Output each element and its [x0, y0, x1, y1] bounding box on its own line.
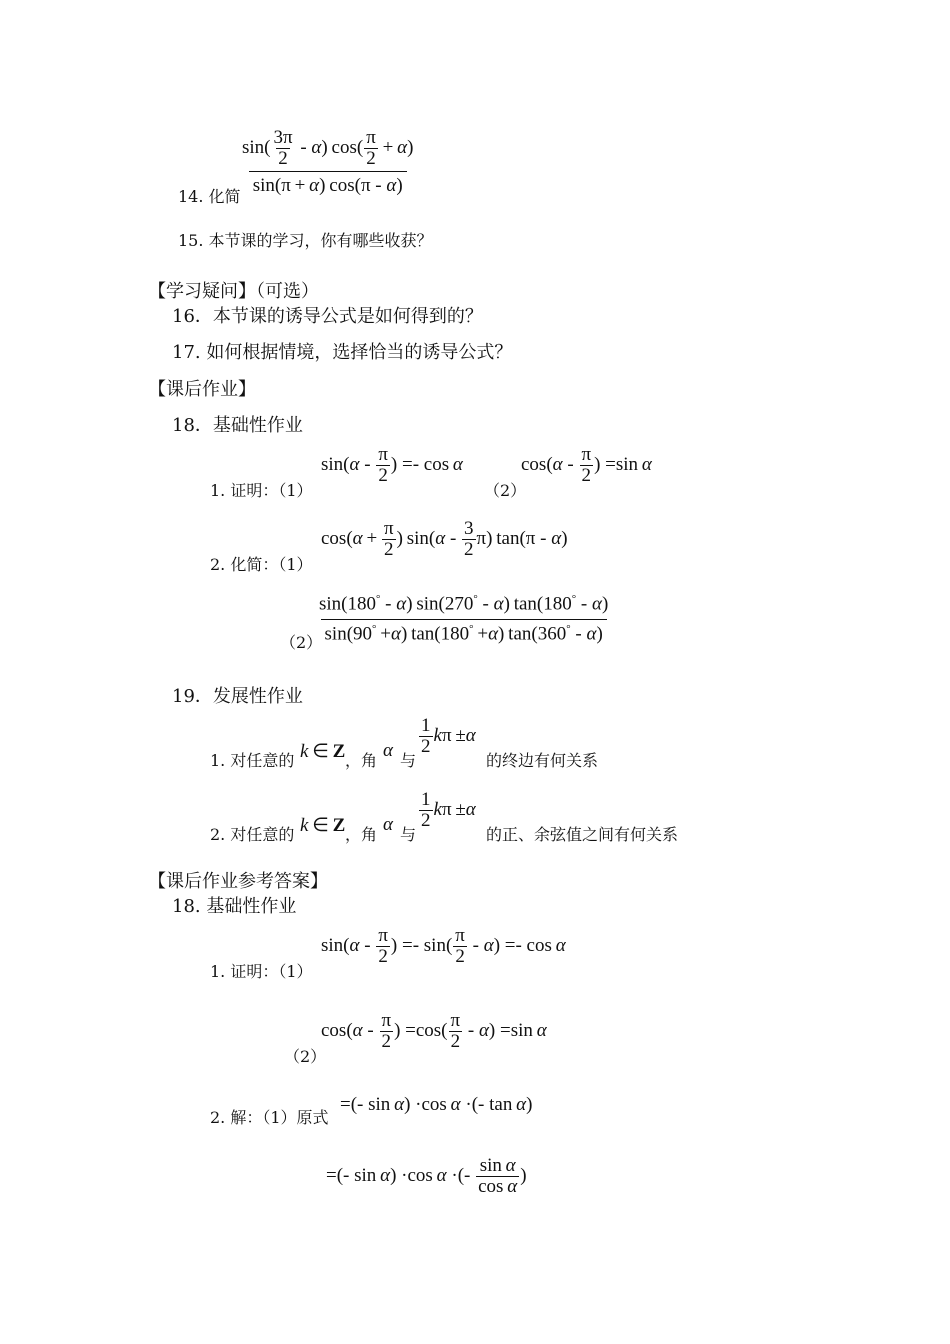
q16-text: 16．本节课的诱导公式是如何得到的？: [172, 306, 483, 327]
a18-title: 18. 基础性作业: [172, 896, 297, 917]
section-questions-title: 【学习疑问】（可选）: [148, 281, 319, 302]
q18-prove-2-label: （2）: [484, 481, 527, 500]
section-answers-title: 【课后作业参考答案】: [148, 871, 328, 892]
q19-item2-mid: ，角: [345, 825, 378, 844]
q19-item1-suffix: 的终边有何关系: [486, 751, 599, 770]
q18-prove-2-expression: cos(α - $\frac{\pi}{2}$ ) =sin α: [521, 444, 652, 486]
q18-simplify-2-expression: $\frac{\sin(180^\circ - \alpha) \sin(270^\circ - \alpha) \tan(180^\circ - \alpha)}{\sin(90^\circ +\alpha) \tan(180^\circ +\alpha) \tan(360^\circ - \alpha)}$: [315, 592, 612, 647]
q18-simplify-1-expression: cos(α + $\frac{\pi}{2}$ ) sin(α - $\frac{3}{2}$ π) tan(π - α): [321, 518, 568, 560]
q19-item1-alpha: α: [383, 740, 393, 761]
a18-solve-label: 2. 解：（1）原式: [210, 1108, 329, 1127]
q19-item1-mid: ，角: [345, 751, 378, 770]
q14-expression: sin( $\frac{3\pi}{2}$ - α) cos( $\frac{\pi}{2}$ + α) sin(π + α) cos(π - α): [238, 128, 417, 199]
q18-prove-label: 1. 证明：（1）: [210, 481, 313, 500]
q14-label: 14. 化简: [178, 187, 241, 206]
q17-text: 17. 如何根据情境，选择恰当的诱导公式？: [172, 342, 513, 363]
q19-item1-prefix: 1. 对任意的: [210, 751, 295, 770]
a18-solve-step2: =(- sin α) ·cos α ·(- $\frac{\text{sin α}}{\text{cos α}}$ ): [326, 1155, 527, 1197]
q19-item1-angle-expression: $\frac{1}{2}$ kπ ±α: [421, 715, 476, 757]
a18-prove-1-expression: sin(α - $\frac{\pi}{2}$ ) =- sin( $\frac{\pi}{2}$ - α) =- cos α: [321, 925, 566, 967]
q19-item2-alpha: α: [383, 814, 393, 835]
q19-item2-angle-expression: $\frac{1}{2}$ kπ ±α: [421, 789, 476, 831]
a18-solve-step1: =(- sin α) ·cos α ·(- tan α): [340, 1094, 533, 1115]
q19-item1-with: 与: [400, 751, 417, 770]
q18-simplify-2-label: （2）: [280, 633, 323, 652]
q19-item1-k-in-z: k ∈ Z: [300, 741, 346, 762]
a18-prove-label: 1. 证明：（1）: [210, 962, 313, 981]
a18-prove-2-expression: cos(α - $\frac{\pi}{2}$ ) =cos( $\frac{\pi}{2}$ - α) =sin α: [321, 1010, 547, 1052]
q19-item2-prefix: 2. 对任意的: [210, 825, 295, 844]
q19-item2-k-in-z: k ∈ Z: [300, 815, 346, 836]
section-homework-title: 【课后作业】: [148, 379, 256, 400]
q15-text: 15. 本节课的学习，你有哪些收获？: [178, 231, 433, 250]
a18-prove-2-label: （2）: [284, 1047, 327, 1066]
q18-title: 18．基础性作业: [172, 415, 303, 436]
q19-item2-with: 与: [400, 825, 417, 844]
q19-item2-suffix: 的正、余弦值之间有何关系: [486, 825, 679, 844]
q18-simplify-label: 2. 化简：（1）: [210, 555, 313, 574]
q18-prove-1-expression: sin(α - $\frac{\pi}{2}$ ) =- cos α: [321, 444, 463, 486]
q19-title: 19．发展性作业: [172, 686, 303, 707]
